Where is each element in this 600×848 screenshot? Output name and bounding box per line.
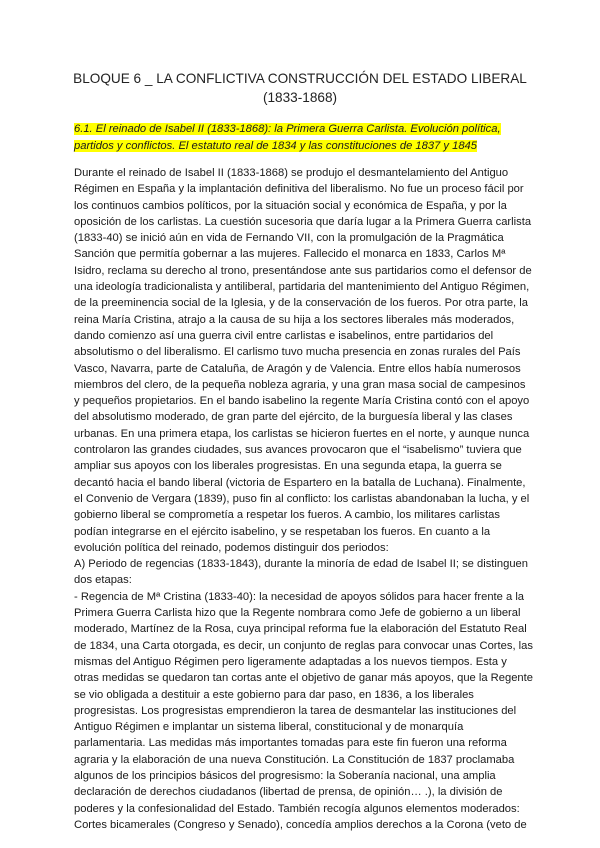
- body-line: mismas del Antiguo Régimen pero ligeramente adaptadas a los nuevos tiempos. Esta y: [74, 655, 507, 668]
- body-line: absolutismo o del liberalismo. El carlismo tuvo mucha presencia en zonas rurales del País: [74, 346, 521, 359]
- highlighted-text: 6.1. El reinado de Isabel II (1833-1868): la Primera Guerra Carlista. Evolución política,: [74, 123, 501, 135]
- body-line: moderado, Martínez de la Rosa, cuya principal reforma fue la elaboración del Estatuto Real: [74, 623, 527, 636]
- body-line: de la preeminencia social de la Iglesia, y de la conservación de los fueros. Por otra parte, la: [74, 297, 528, 310]
- title-line-1: BLOQUE 6 _ LA CONFLICTIVA CONSTRUCCIÓN DEL ESTADO LIBERAL: [73, 71, 527, 86]
- page-title: [60, 69, 540, 107]
- body-line: Vasco, Navarra, parte de Cataluña, de Aragón y de Valencia. Entre ellos había numerosos: [74, 362, 521, 375]
- body-line: Primera Guerra Carlista hizo que la Regente nombrara como Jefe de gobierno a un liberal: [74, 607, 521, 620]
- body-line: se vio obligada a destituir a este gobierno para dar paso, en 1836, a los liberales: [74, 688, 474, 701]
- body-line: otras medidas se quedaron tan cortas ante el objetivo de ganar más apoyos, que la Regente: [74, 672, 533, 685]
- body-line: ampliar sus apoyos con los liberales progresistas. En una segunda etapa, la guerra se: [74, 460, 502, 473]
- body-line: decantó hacia el bando liberal (victoria de Espartero en la batalla de Luchana). Finalmente,: [74, 476, 526, 489]
- highlighted-text: partidos y conflictos. El estatuto real de 1834 y las constituciones de 1837 y 1845: [74, 140, 477, 152]
- body-line: dando comienzo así una guerra civil entre carlistas e isabelinos, entre partidarios del: [74, 329, 494, 342]
- body-line: declaración de derechos ciudadanos (libertad de prensa, de opinión… .), la división de: [74, 786, 503, 799]
- body-line: poderes y la confesionalidad del Estado. También recogía algunos elementos moderados:: [74, 802, 520, 815]
- section-heading-line-2: [74, 138, 534, 155]
- body-line: agraria y la elaboración de una nueva Constitución. La Constitución de 1837 proclamaba: [74, 753, 515, 766]
- body-line: gobierno liberal se comprometía a respetar los fueros. A cambio, los militares carlistas: [74, 509, 500, 522]
- body-line: evolución política del reinado, podemos distinguir dos periodos:: [74, 541, 389, 554]
- body-line: podían integrarse en el ejército isabelino, y se respetaban los fueros. En cuanto a la: [74, 525, 491, 538]
- body-line: Antiguo Régimen e implantar un sistema liberal, constitucional y de monarquía: [74, 721, 464, 734]
- body-line: miembros del clero, de la pequeña nobleza agraria, y una gran masa social de campesinos: [74, 378, 526, 391]
- title-line-2: (1833-1868): [262, 90, 338, 105]
- body-line: A) Periodo de regencias (1833-1843), durante la minoría de edad de Isabel II; se distinguen: [74, 558, 529, 571]
- body-line: progresistas. Los progresistas emprendieron la tarea de desmantelar las instituciones del: [74, 704, 517, 717]
- body-line: algunos de los principios básicos del progresismo: la Soberanía nacional, una amplia: [74, 769, 496, 782]
- body-line: Cortes bicamerales (Congreso y Senado), concedía amplios derechos a la Corona (veto de: [74, 818, 527, 831]
- body-text: [74, 165, 534, 833]
- body-line: parlamentaria. Las medidas más importantes tomadas para este fin fueron una reforma: [74, 737, 507, 750]
- body-line: oposición de los carlistas. La cuestión sucesoria que daría lugar a la Primera Guerra carlista: [74, 215, 532, 228]
- body-line: Régimen en España y la implantación definitiva del liberalismo. No fue un proceso fácil por: [74, 183, 524, 196]
- body-line: de 1834, una Carta otorgada, es decir, un conjunto de reglas para convocar unas Cortes, las: [74, 639, 533, 652]
- section-heading: [74, 121, 534, 155]
- body-line: (1833-40) se inició aún en vida de Fernando VII, con la promulgación de la Pragmática: [74, 232, 504, 245]
- body-line: - Regencia de Mª Cristina (1833-40): la necesidad de apoyos sólidos para hacer frente a la: [74, 590, 525, 603]
- body-line: Isidro, reclama su derecho al trono, presentándose ante sus partidarios como el defensor de: [74, 264, 532, 277]
- body-line: Durante el reinado de Isabel II (1833-1868) se produjo el desmantelamiento del Antiguo: [74, 167, 509, 179]
- body-line: Sanción que permitía gobernar a las mujeres. Fallecido el monarca en 1833, Carlos Mª: [74, 248, 506, 261]
- body-line: urbanas. En una primera etapa, los carlistas se hicieron fuertes en el norte, y aunque nunca: [74, 427, 530, 440]
- body-line: reina María Cristina, atrajo a la causa de su hija a los sectores liberales más moderados,: [74, 313, 515, 326]
- body-line: y pequeños propietarios. En el bando isabelino la regente María Cristina contó con el apoyo: [74, 395, 530, 408]
- body-line: del absolutismo moderado, de gran parte del ejército, de la burguesía liberal y las clases: [74, 411, 513, 424]
- body-line: controlaron las grandes ciudades, sus avances provocaron que el “isabelismo” tuviera que: [74, 444, 522, 457]
- body-line: dos etapas:: [74, 574, 132, 587]
- section-heading-line-1: [74, 121, 534, 138]
- body-line: los continuos cambios políticos, por la situación social y económica de España, y por la: [74, 199, 507, 212]
- body-line: una ideología tradicionalista y antiliberal, partidaria del mantenimiento del Antiguo Régimen,: [74, 281, 530, 294]
- body-line: el Convenio de Vergara (1839), puso fin al conflicto: los carlistas abandonaban la lucha, y el: [74, 492, 530, 505]
